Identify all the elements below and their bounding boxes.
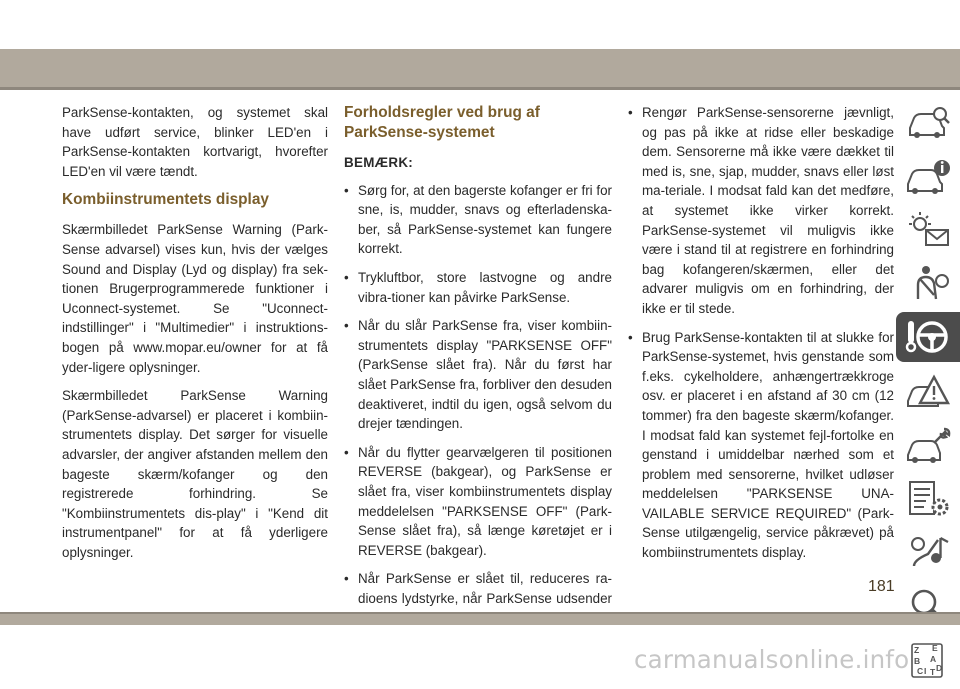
footer-band <box>0 614 960 625</box>
section-heading-precautions: Forholdsregler ved brug af ParkSense-systemet <box>344 104 540 141</box>
chapter-tabs <box>896 97 960 689</box>
header-rule <box>0 87 960 90</box>
list-item: • Trykluftbor, store lastvogne og andre vibra-tioner kan påvirke ParkSense. <box>344 268 612 307</box>
column-middle <box>344 103 612 637</box>
column-right <box>628 103 894 572</box>
index-letter: C <box>917 665 924 676</box>
car-warning-triangle-icon <box>904 371 952 411</box>
tab-emergency[interactable] <box>896 366 960 416</box>
list-item: • Brug ParkSense-kontakten til at slukke for ParkSense-systemet, hvis genstande som f.eks. cykelholdere, anhængertrækkroge osv. er placeret i en afstand af 30 cm (12 tommer) fra den bageste skærm/kofanger. I modsat fald kan systemet fejl-fortolke en genstand i umiddelbar nærhed som et problem med sensorerne, hvilket udløser meddelelsen "PARKSENSE UNA-VAILABLE SERVICE REQUIRED" (Park-Sense utilgængelig, service påkrævet) på kombiinstrumentets display. <box>628 328 894 563</box>
tab-warning-lights[interactable] <box>896 205 960 255</box>
car-info-icon <box>904 156 952 196</box>
index-letter: I <box>924 665 927 676</box>
index-letter: Z <box>914 644 920 655</box>
tab-vehicle[interactable] <box>896 97 960 147</box>
tab-starting-driving[interactable] <box>896 312 960 362</box>
index-letter: T <box>930 666 936 677</box>
index-letter: E <box>932 642 938 653</box>
body-paragraph: Skærmbilledet ParkSense Warning (ParkSense-advarsel) er placeret i kombiin-strumentets display. Det sørger for visuelle advarsler, der angiver afstanden mellem den bageste skærm/kofanger og den registrerede forhindring. Se "Kombiinstrumentets dis-play" i "Kend dit instrumentpanel" for at få yderligere oplysninger. <box>62 388 328 560</box>
note-label: BEMÆRK: <box>344 155 414 170</box>
tab-instrument-panel[interactable] <box>896 151 960 201</box>
page-number: 181 <box>868 578 895 595</box>
list-item: • Når du slår ParkSense fra, viser kombiin-strumentets display "PARKSENSE OFF" (ParkSense slået fra). Når du først har slået ParkSense fra, forbliver den desuden deaktiveret, indtil du igen, også selvom du drejer tændingen. <box>344 316 612 434</box>
warning-light-mail-icon <box>904 210 952 250</box>
tab-technical-specs[interactable] <box>896 474 960 524</box>
list-item: • Rengør ParkSense-sensorerne jævnligt, og pas på ikke at ridse eller beskadige dem. Sensorerne må ikke være dækket til med is, sne, sjap, mudder, snavs eller løst ma-teriale. I modsat fald kan det medføre, at systemet ikke virker korrekt. ParkSense-systemet vil muligvis ikke være i stand til at registrere en forhindring bag kofangeren/skærmen, eller det advarer muligvis om en forhindring, der ikke er til stede. <box>628 103 894 319</box>
header-band <box>0 49 960 87</box>
intro-paragraph: ParkSense-kontakten, og systemet skal have udført service, blinker LED'en i ParkSense-kontakten kortvarigt, hvorefter LED'en vil være tændt. <box>62 105 328 179</box>
car-search-icon <box>904 102 952 142</box>
index-letter: A <box>930 653 937 664</box>
tab-multimedia[interactable] <box>896 527 960 577</box>
list-item: • Når du flytter gearvælgeren til positionen REVERSE (bakgear), og ParkSense er slået fra, viser kombiinstrumentets display meddelelsen "PARKSENSE OFF" (Park-Sense slået fra), så længe køretøjet er i REVERSE (bakgear). <box>344 443 612 561</box>
checklist-gear-icon <box>904 479 952 519</box>
tab-safety[interactable] <box>896 258 960 308</box>
tab-servicing[interactable] <box>896 420 960 470</box>
section-heading-display: Kombiinstrumentets display <box>62 191 269 209</box>
car-wrench-icon <box>904 425 952 465</box>
body-paragraph: Skærmbilledet ParkSense Warning (Park-Sense advarsel) vises kun, hvis der vælges Sound and Display (Lyd og display) fra sek-tionen Brugerprogrammerede funktioner i Uconnect-systemet. Se "Uconnect-indstillinger" i "Multimedier" i instruktions-bogen på www.mopar.eu/owner for at få yder-ligere oplysninger. <box>62 222 328 375</box>
list-item: • Når ParkSense er slået til, reduceres ra-dioens lydstyrke, når ParkSense udsender <box>344 569 612 628</box>
index-letter: D <box>936 662 943 673</box>
music-note-icon <box>904 532 952 572</box>
index-letter: B <box>914 655 921 666</box>
column-left <box>62 103 328 571</box>
watermark: carmanualsonline.info <box>634 645 910 674</box>
list-item: • Sørg for, at den bagerste kofanger er fri for sne, is, mudder, snavs og efterladenska-ber, så ParkSense-systemet kan fungere korrekt. <box>344 181 612 259</box>
bullet-list <box>344 181 612 628</box>
seatbelt-airbag-icon <box>904 263 952 303</box>
alphabet-index-icon <box>904 640 952 680</box>
steering-wheel-key-icon <box>904 317 952 357</box>
bullet-list <box>628 103 894 563</box>
